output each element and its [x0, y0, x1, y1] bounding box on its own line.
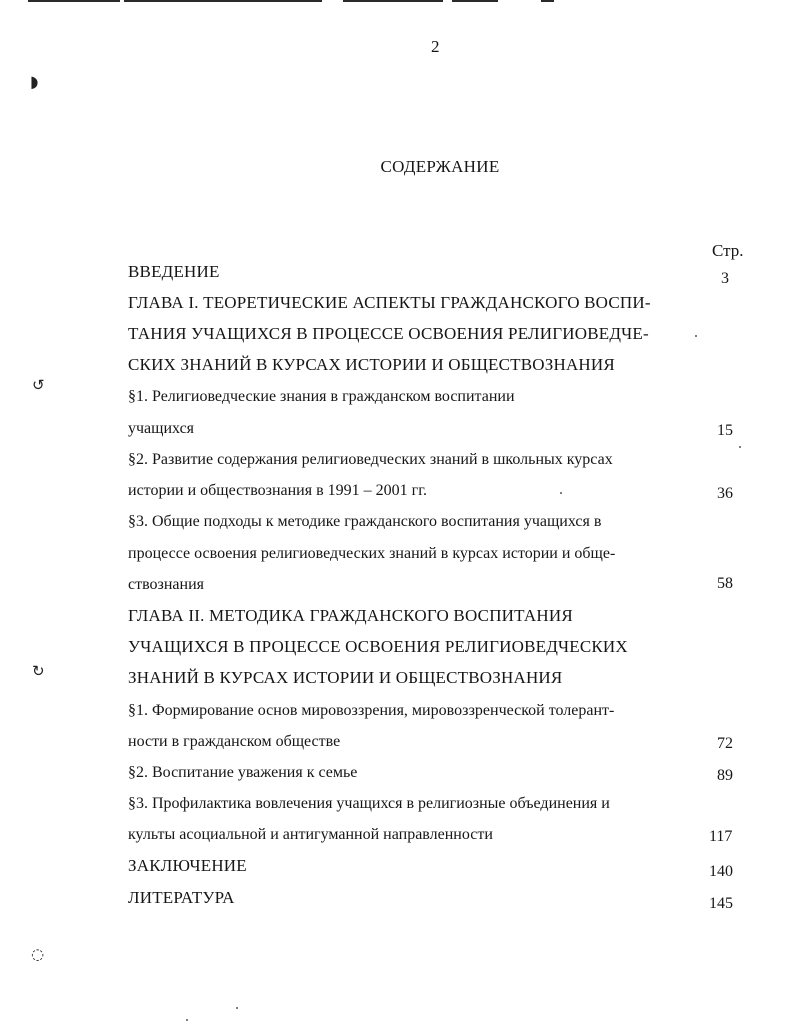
- binder-hole-mark: ◌: [31, 945, 45, 963]
- toc-literature-title: ЛИТЕРАТУРА: [128, 888, 235, 907]
- page-number: 2: [431, 37, 440, 56]
- toc-ch1-sec3-line: §3. Общие подходы к методике гражданского воспитания учащихся в: [128, 513, 602, 530]
- scan-line-top: [343, 0, 443, 2]
- toc-chapter1-title-line: ГЛАВА I. ТЕОРЕТИЧЕСКИЕ АСПЕКТЫ ГРАЖДАНСКОГО ВОСПИ-: [128, 293, 651, 312]
- toc-ch2-sec1-page: 72: [717, 735, 733, 752]
- toc-ch1-sec2-page: 36: [717, 485, 733, 502]
- toc-chapter1-title-line: СКИХ ЗНАНИЙ В КУРСАХ ИСТОРИИ И ОБЩЕСТВОЗНАНИЯ: [128, 355, 615, 374]
- toc-ch1-sec2-line: истории и обществознания в 1991 – 2001 гг.: [128, 482, 427, 499]
- binder-hole-mark: ↺: [32, 376, 45, 394]
- toc-ch2-sec2-page: 89: [717, 767, 733, 784]
- toc-ch2-sec3-page: 117: [709, 828, 733, 845]
- binder-hole-mark: ↻: [32, 662, 45, 680]
- toc-ch2-sec2-line: §2. Воспитание уважения к семье: [128, 764, 358, 781]
- scan-speck: [186, 1019, 188, 1021]
- toc-ch2-sec3-line: §3. Профилактика вовлечения учащихся в религиозные объединения и: [128, 795, 610, 812]
- scan-speck: [695, 335, 697, 337]
- toc-intro-title: ВВЕДЕНИЕ: [128, 262, 220, 281]
- toc-ch2-sec1-line: ности в гражданском обществе: [128, 733, 341, 750]
- toc-chapter2-title-line: ГЛАВА II. МЕТОДИКА ГРАЖДАНСКОГО ВОСПИТАНИЯ: [128, 606, 573, 625]
- toc-ch1-sec2-line: §2. Развитие содержания религиоведческих знаний в школьных курсах: [128, 451, 613, 468]
- page-column-label: Стр.: [712, 241, 744, 260]
- scan-line-top: [28, 0, 120, 2]
- toc-ch2-sec3-line: культы асоциальной и антигуманной направленности: [128, 826, 493, 843]
- scan-line-top: [124, 0, 322, 2]
- toc-chapter1-title-line: ТАНИЯ УЧАЩИХСЯ В ПРОЦЕССЕ ОСВОЕНИЯ РЕЛИГИОВЕДЧЕ-: [128, 324, 649, 343]
- toc-conclusion-title: ЗАКЛЮЧЕНИЕ: [128, 856, 247, 875]
- scan-speck: [236, 1007, 238, 1009]
- toc-chapter2-title-line: УЧАЩИХСЯ В ПРОЦЕССЕ ОСВОЕНИЯ РЕЛИГИОВЕДЧЕСКИХ: [128, 637, 628, 656]
- toc-chapter2-title-line: ЗНАНИЙ В КУРСАХ ИСТОРИИ И ОБЩЕСТВОЗНАНИЯ: [128, 668, 563, 687]
- toc-ch1-sec3-line: ствознания: [128, 576, 205, 593]
- toc-ch1-sec3-page: 58: [717, 575, 733, 592]
- scan-speck: [739, 446, 741, 448]
- toc-ch2-sec1-line: §1. Формирование основ мировоззрения, мировоззренческой толерант-: [128, 702, 615, 719]
- page-title: СОДЕРЖАНИЕ: [380, 157, 500, 176]
- toc-conclusion-page: 140: [709, 863, 733, 880]
- toc-intro-page: 3: [721, 270, 729, 287]
- scan-line-top: [452, 0, 498, 2]
- toc-ch1-sec3-line: процессе освоения религиоведческих знаний в курсах истории и обще-: [128, 545, 616, 562]
- scan-line-top: [541, 0, 554, 2]
- binder-hole-mark: ◗: [30, 72, 39, 91]
- toc-ch1-sec1-line: §1. Религиоведческие знания в гражданском воспитании: [128, 388, 515, 405]
- toc-literature-page: 145: [709, 895, 733, 912]
- scan-speck: [560, 492, 562, 494]
- toc-ch1-sec1-line: учащихся: [128, 420, 195, 437]
- toc-ch1-sec1-page: 15: [717, 422, 733, 439]
